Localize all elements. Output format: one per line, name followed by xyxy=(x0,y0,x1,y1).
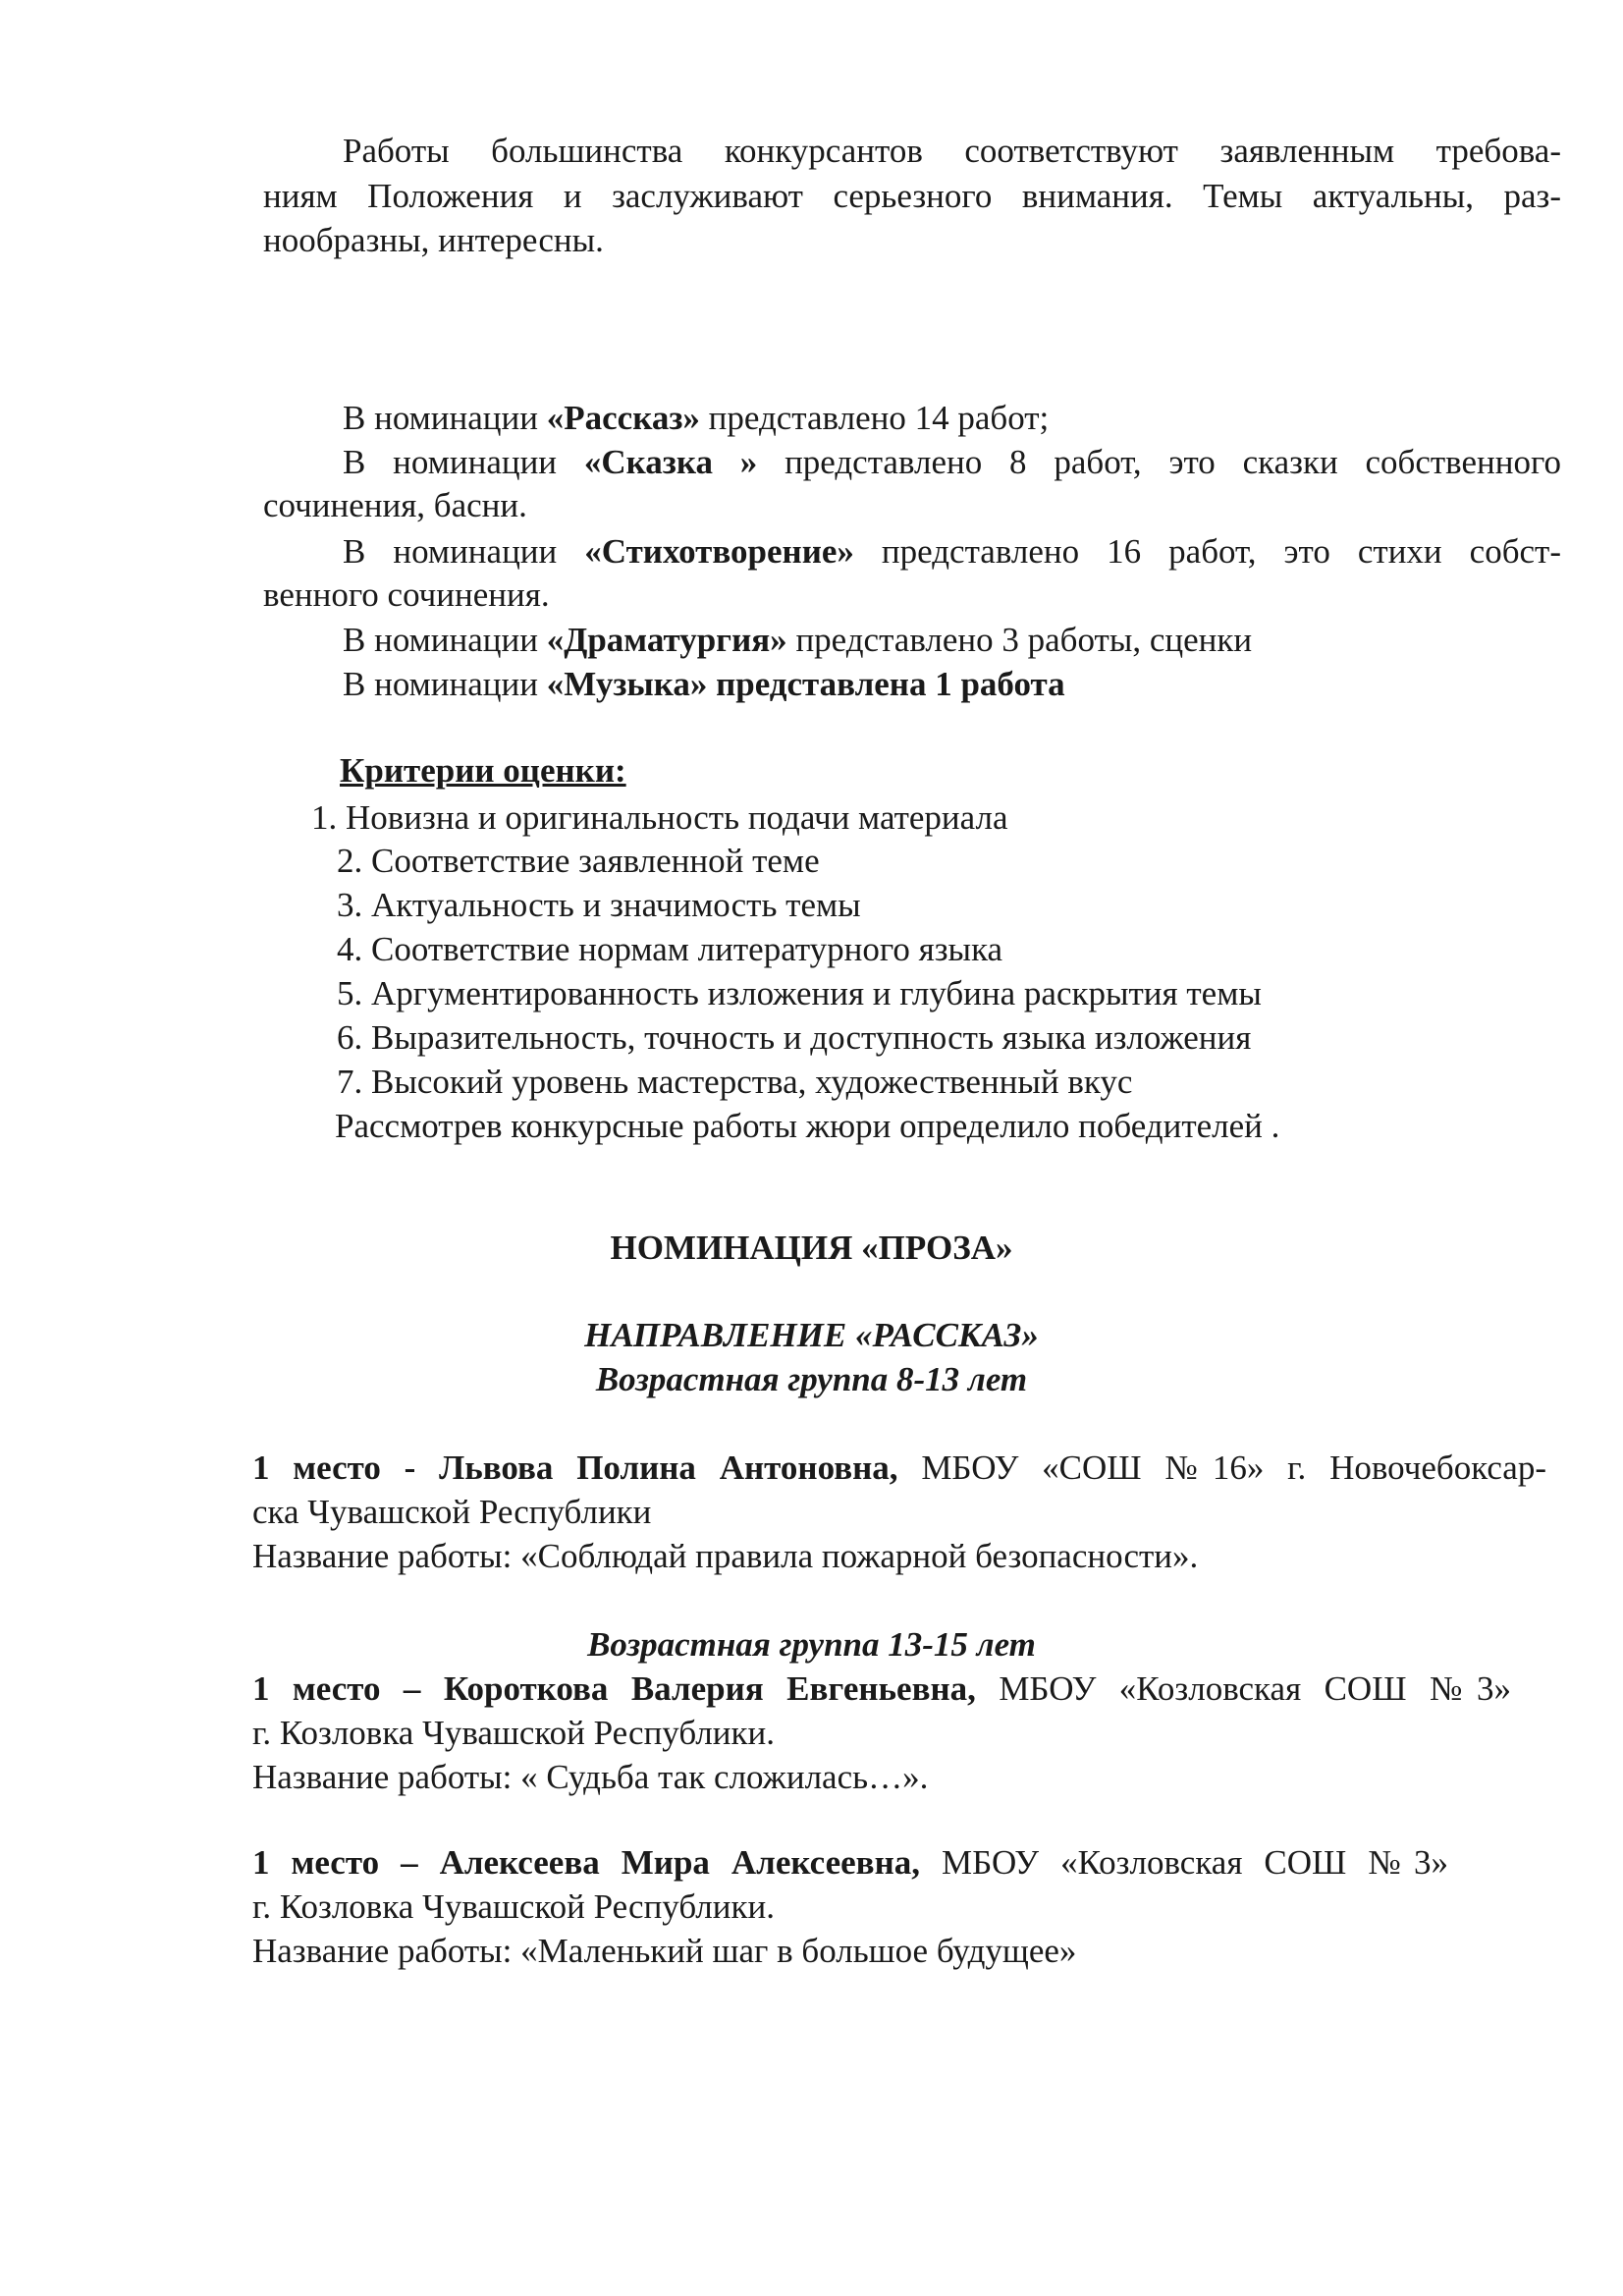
nomination-poem-line: В номинации «Стихотворение» представлено 16 работ, это стихи собст- xyxy=(343,532,1562,571)
age-group-title-2: Возрастная группа 13-15 лет xyxy=(587,1625,1036,1664)
criteria-item-4: 4. Соответствие нормам литературного языка xyxy=(337,930,1003,968)
nomination-tale-line: В номинации «Сказка » представлено 8 работ, это сказки собственного xyxy=(343,443,1561,481)
winner-1-work: Название работы: «Соблюдай правила пожарной безопасности». xyxy=(252,1537,1199,1575)
winner-3-cont: г. Козловка Чувашской Республики. xyxy=(252,1887,775,1926)
winner-2-line: 1 место – Короткова Валерия Евгеньевна, МБОУ «Козловская СОШ №3» xyxy=(252,1669,1512,1708)
criteria-item-1: 1. Новизна и оригинальность подачи материала xyxy=(311,798,1008,837)
criteria-item-7: 7. Высокий уровень мастерства, художественный вкус xyxy=(337,1063,1133,1101)
criteria-item-5: 5. Аргументированность изложения и глубина раскрытия темы xyxy=(337,974,1262,1012)
nomination-story-line: В номинации «Рассказ» представлено 14 работ; xyxy=(343,399,1050,437)
nomination-title: НОМИНАЦИЯ «ПРОЗА» xyxy=(610,1229,1013,1267)
intro-line-2: ниям Положения и заслуживают серьезного внимания. Темы актуальны, раз- xyxy=(263,177,1561,215)
criteria-item-3: 3. Актуальность и значимость темы xyxy=(337,886,861,924)
criteria-item-6: 6. Выразительность, точность и доступность языка изложения xyxy=(337,1018,1252,1057)
age-group-title-1: Возрастная группа 8-13 лет xyxy=(595,1360,1028,1398)
nomination-drama-line: В номинации «Драматургия» представлено 3 работы, сценки xyxy=(343,621,1253,659)
criteria-heading: Критерии оценки: xyxy=(340,751,626,790)
nomination-music-line: В номинации «Музыка» представлена 1 работа xyxy=(343,665,1065,703)
winner-3-line: 1 место – Алексеева Мира Алексеевна, МБОУ «Козловская СОШ №3» xyxy=(252,1843,1448,1882)
winner-1-cont: ска Чувашской Республики xyxy=(252,1493,652,1531)
intro-line-3: нообразны, интересны. xyxy=(263,221,604,259)
winner-3-work: Название работы: «Маленький шаг в большое будущее» xyxy=(252,1932,1077,1970)
winner-2-cont: г. Козловка Чувашской Республики. xyxy=(252,1714,775,1752)
nomination-poem-cont: венного сочинения. xyxy=(263,575,550,614)
winner-2-work: Название работы: « Судьба так сложилась…». xyxy=(252,1758,929,1796)
criteria-conclusion: Рассмотрев конкурсные работы жюри определило победителей . xyxy=(335,1107,1280,1145)
winner-1-line: 1 место - Львова Полина Антоновна, МБОУ «СОШ №16» г. Новочебоксар- xyxy=(252,1449,1546,1487)
criteria-item-2: 2. Соответствие заявленной теме xyxy=(337,842,820,880)
intro-line-1: Работы большинства конкурсантов соответствуют заявленным требова- xyxy=(343,132,1561,170)
nomination-tale-cont: сочинения, басни. xyxy=(263,486,527,524)
direction-title: НАПРАВЛЕНИЕ «РАССКАЗ» xyxy=(584,1316,1039,1354)
